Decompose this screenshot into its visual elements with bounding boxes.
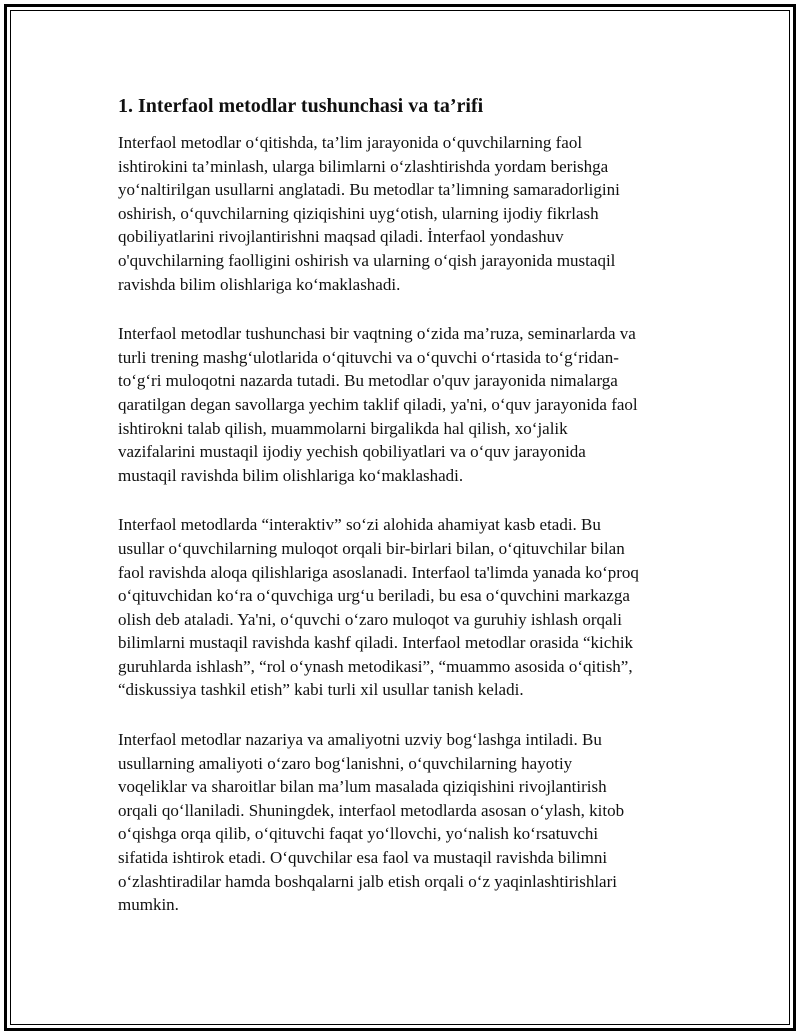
paragraph-1: Interfaol metodlar o‘qitishda, ta’lim jarayonida o‘quvchilarning faol ishtirokini ta’minlash, ularga bilimlarni o‘zlashtirishda yordam berishga yo‘naltirilgan usullarni anglatadi. Bu metodlar ta’limning samaradorligini oshirish, o‘quvchilarning qiziqishini uyg‘otish, ularning ijodiy fikrlash qobiliyatlarini rivojlantirishni maqsad qiladi. İnterfaol yondashuv o'quvchilarning faolligini oshirish va ularning o‘qish jarayonida mustaqil ravishda bilim olishlariga ko‘maklashadi.	[118, 133, 620, 294]
section-heading: 1. Interfaol metodlar tushunchasi va ta’rifi	[118, 95, 484, 117]
paragraph-3: Interfaol metodlarda “interaktiv” so‘zi alohida ahamiyat kasb etadi. Bu usullar o‘quvchilarning muloqot orqali bir-birlari bilan, o‘qituvchilar bilan faol ravishda aloqa qilishlariga asoslanadi. Interfaol ta'limda yanada ko‘proq o‘qituvchidan ko‘ra o‘quvchiga urg‘u beriladi, bu esa o‘quvchini markazga olish deb ataladi. Ya'ni, o‘quvchi o‘zaro muloqot va guruhiy ishlash orqali bilimlarni mustaqil ravishda kashf qiladi. Interfaol metodlar orasida “kichik guruhlarda ishlash”, “rol o‘ynash metodikasi”, “muammo asosida o‘qitish”, “diskussiya tashkil etish” kabi turli xil usullar tanish keladi.	[118, 515, 639, 700]
document-body	[118, 93, 698, 943]
paragraph-4: Interfaol metodlar nazariya va amaliyotni uzviy bog‘lashga intiladi. Bu usullarning amaliyoti o‘zaro bog‘lanishni, o‘quvchilarning hayotiy voqeliklar va sharoitlar bilan ma’lum masalada qiziqishini rivojlantirish orqali qo‘llaniladi. Shuningdek, interfaol metodlarda asosan o‘ylash, kitob o‘qishga orqa qilib, o‘qituvchi faqat yo‘llovchi, yo‘nalish ko‘rsatuvchi sifatida ishtirok etadi. O‘quvchilar esa faol va mustaqil ravishda bilimni o‘zlashtiradilar hamda boshqalarni jalb etish orqali o‘z yaqinlashtirishlari mumkin.	[118, 730, 625, 915]
paragraph-2: Interfaol metodlar tushunchasi bir vaqtning o‘zida ma’ruza, seminarlarda va turli trening mashg‘ulotlarida o‘qituvchi va o‘quvchi o‘rtasida to‘g‘ridan- to‘g‘ri muloqotni nazarda tutadi. Bu metodlar o'quv jarayonida nimalarga qaratilgan degan savollarga yechim taklif qiladi, ya'ni, o‘quv jarayonida faol ishtirokni talab qilish, muammolarni birgalikda hal qilish, xo‘jalik vazifalarini mustaqil ijodiy yechish qobiliyatlari va o‘quv jarayonida mustaqil ravishda bilim olishlariga ko‘maklashadi.	[118, 324, 638, 485]
